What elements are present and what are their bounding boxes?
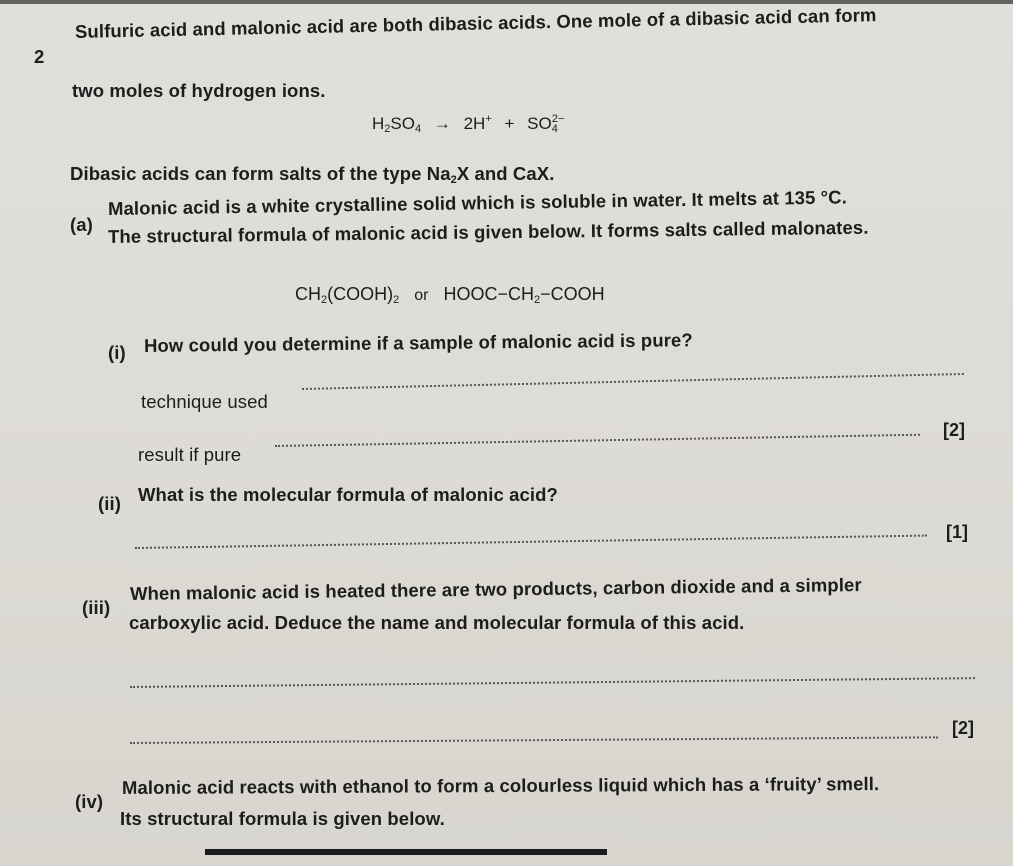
sub-iv-label: (iv) (75, 791, 104, 812)
salts-rest: X and CaX. (456, 163, 555, 184)
question-number: 2 (34, 46, 45, 67)
eq-arrow: → (433, 114, 451, 133)
f-or: or (414, 287, 429, 304)
sub-iii-label: (iii) (82, 597, 111, 618)
f-hooc: HOOC−CH (443, 284, 535, 304)
f-sub-a: 2 (321, 294, 328, 306)
eq-sub-2: 2 (384, 123, 391, 135)
sub-ii-label: (ii) (98, 493, 122, 514)
technique-label: technique used (141, 391, 268, 412)
salts-line (70, 163, 554, 186)
sub-iii-line-1: When malonic acid is heated there are two products, carbon dioxide and a simpler (129, 574, 862, 604)
part-a-line-2: The structural formula of malonic acid is given below. It forms salts called malonates. (107, 216, 869, 247)
f-ch: CH (295, 284, 321, 304)
malonic-formula (295, 284, 605, 306)
sub-i-question: How could you determine if a sample of malonic acid is pure? (143, 329, 693, 356)
f-cooh: (COOH) (327, 284, 394, 304)
eq-2h: 2H (463, 114, 486, 133)
acid-answer-line-1[interactable] (130, 677, 975, 688)
sub-ii-marks: [1] (946, 522, 968, 542)
result-answer-line[interactable] (275, 434, 920, 447)
sub-iv-line-1: Malonic acid reacts with ethanol to form a colourless liquid which has a ‘fruity’ smell. (121, 773, 880, 798)
eq-sub-4b: 4 (551, 123, 558, 135)
f-sub-c: 2 (534, 294, 541, 306)
salts-sub: 2 (450, 174, 457, 186)
f-sub-b: 2 (393, 294, 400, 306)
acid-answer-line-2[interactable] (130, 736, 938, 744)
eq-so-b: SO (527, 114, 552, 133)
sub-ii-question: What is the molecular formula of malonic acid? (138, 484, 558, 505)
eq-so: SO (390, 114, 415, 133)
technique-answer-line[interactable] (302, 373, 964, 390)
result-label: result if pure (138, 444, 242, 465)
part-a-line-1: Malonic acid is a white crystalline solid which is soluble in water. It melts at 135 °C. (107, 186, 848, 219)
sub-i-label: (i) (108, 342, 126, 363)
intro-line-1: Sulfuric acid and malonic acid are both dibasic acids. One mole of a dibasic acid can form (74, 4, 877, 42)
sub-iii-line-2: carboxylic acid. Deduce the name and molecular formula of this acid. (129, 612, 745, 633)
eq-sub-4: 4 (414, 123, 422, 135)
eq-h: H (372, 114, 385, 133)
top-edge-line (0, 0, 1013, 4)
sub-iv-line-2: Its structural formula is given below. (120, 808, 445, 829)
eq-sulfate-charge: 2− (551, 113, 565, 125)
sub-iii-marks: [2] (952, 718, 974, 738)
f-end: −COOH (540, 284, 605, 304)
salts-text: Dibasic acids can form salts of the type Na (70, 163, 451, 184)
part-a-label: (a) (70, 214, 93, 235)
ionisation-equation (372, 113, 564, 135)
intro-line-2: two moles of hydrogen ions. (72, 80, 326, 101)
molecular-formula-answer-line[interactable] (135, 535, 927, 549)
eq-h-charge: + (485, 113, 492, 125)
sub-i-marks: [2] (943, 420, 965, 440)
eq-plus: + (504, 114, 515, 133)
structural-formula-top-edge (205, 849, 607, 855)
